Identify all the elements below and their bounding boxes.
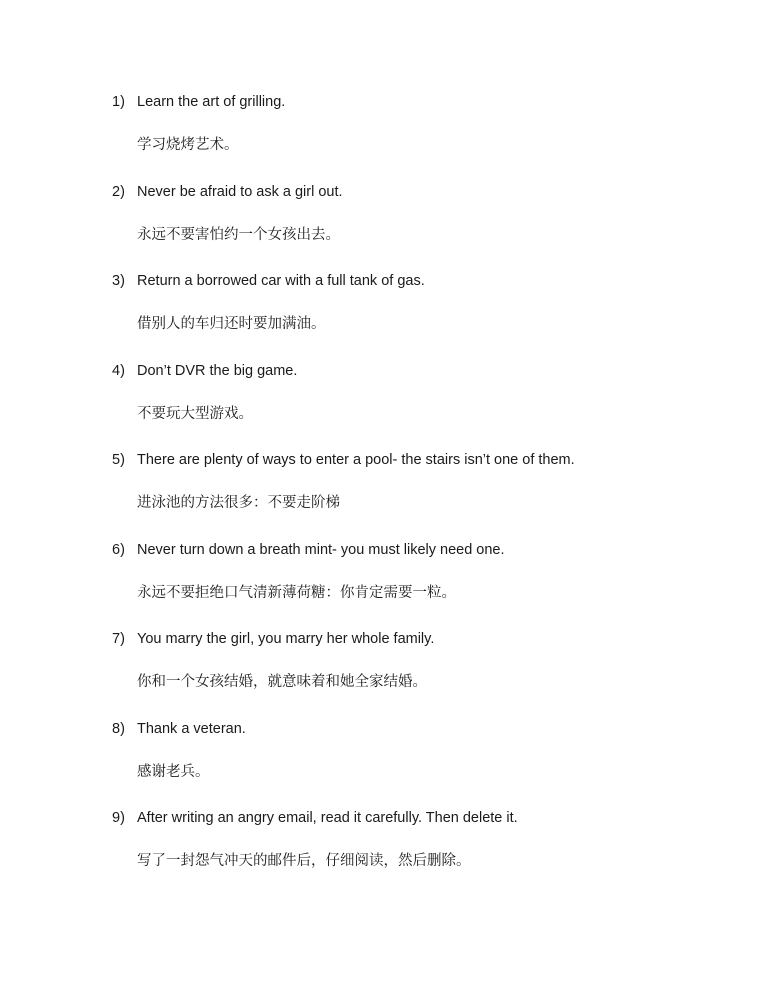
list-item <box>0 808 773 898</box>
english-sentence: Don’t DVR the big game. <box>137 362 298 379</box>
list-item <box>0 271 773 361</box>
chinese-translation: 不要玩大型游戏。 <box>137 405 253 422</box>
english-sentence: Return a borrowed car with a full tank of gas. <box>137 273 425 289</box>
chinese-translation: 进泳池的方法很多：不要走阶梯 <box>137 495 340 511</box>
english-sentence: Thank a veteran. <box>137 720 246 737</box>
chinese-translation: 写了一封怨气冲天的邮件后，仔细阅读，然后删除。 <box>137 853 471 869</box>
list-item <box>0 540 773 630</box>
chinese-translation: 学习烧烤艺术。 <box>137 137 239 153</box>
english-sentence: After writing an angry email, read it carefully. Then delete it. <box>137 810 518 826</box>
item-number: 4) <box>112 362 125 379</box>
chinese-translation: 感谢老兵。 <box>137 763 210 780</box>
english-sentence: There are plenty of ways to enter a pool- the stairs isn’t one of them. <box>137 452 575 468</box>
list-item <box>0 182 773 272</box>
numbered-list <box>0 92 773 898</box>
english-sentence: Learn the art of grilling. <box>137 94 286 110</box>
list-item <box>0 450 773 540</box>
item-number: 3) <box>112 273 125 289</box>
item-number: 8) <box>112 720 125 737</box>
list-item <box>0 719 773 809</box>
english-sentence: Never turn down a breath mint- you must likely need one. <box>137 541 505 558</box>
item-number: 2) <box>112 183 125 200</box>
item-number: 5) <box>112 452 125 468</box>
item-number: 6) <box>112 541 125 558</box>
list-item <box>0 361 773 451</box>
list-item <box>0 629 773 719</box>
chinese-translation: 永远不要害怕约一个女孩出去。 <box>137 226 340 243</box>
item-number: 9) <box>112 810 125 826</box>
chinese-translation: 借别人的车归还时要加满油。 <box>137 316 326 332</box>
item-number: 7) <box>112 631 125 647</box>
chinese-translation: 永远不要拒绝口气清新薄荷糖：你肯定需要一粒。 <box>137 584 456 601</box>
english-sentence: You marry the girl, you marry her whole family. <box>137 631 435 647</box>
item-number: 1) <box>112 94 125 110</box>
chinese-translation: 你和一个女孩结婚，就意味着和她全家结婚。 <box>137 674 427 690</box>
english-sentence: Never be afraid to ask a girl out. <box>137 183 343 200</box>
list-item <box>0 92 773 182</box>
